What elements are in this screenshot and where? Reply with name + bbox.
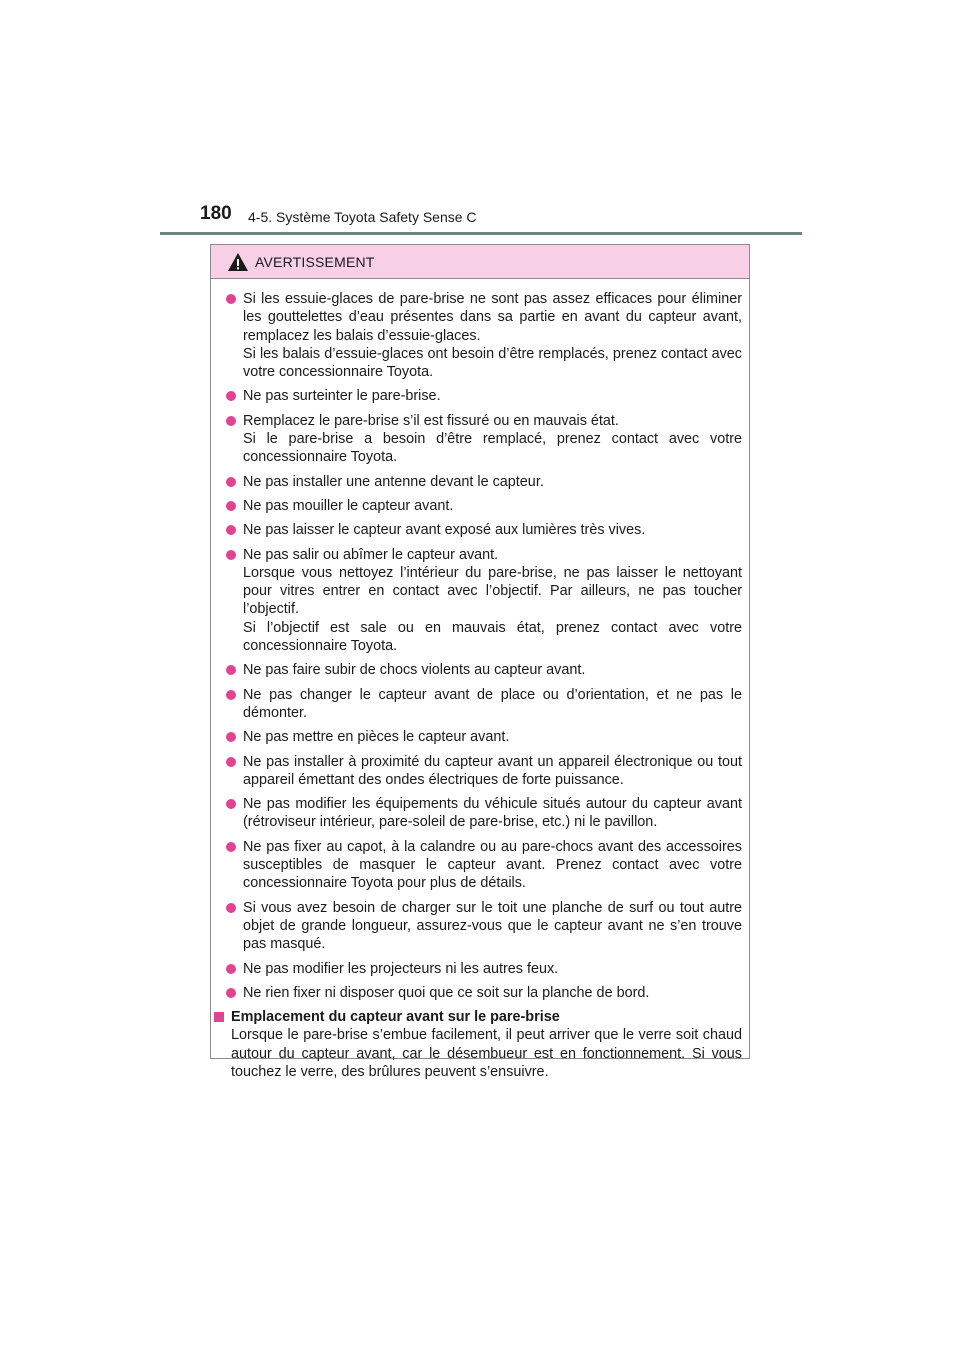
page-number: 180 (200, 203, 232, 224)
list-item (211, 661, 742, 679)
bullet-dot-icon (226, 391, 236, 401)
warning-list (211, 290, 742, 1002)
list-item-text: Ne pas mettre en pièces le capteur avant. (243, 729, 510, 746)
list-item (211, 686, 742, 723)
list-item-text: Ne pas surteinter le pare-brise. (243, 388, 441, 405)
list-item (211, 960, 742, 978)
list-item-text: Si les essuie-glaces de pare-brise ne sont pas assez efficaces pour éliminer les gouttelettes d’eau présentes dans sa partie en avant du capteur avant, remplacez les balais d’essuie-glaces. Si les balais d’essuie-glaces ont besoin d’être remplacés, prenez contact avec votre concessionnaire Toyota. (243, 291, 742, 381)
subsection-body: Lorsque le pare-brise s’embue facilement, il peut arriver que le verre soit chaud autour du capteur avant, car le désembueur est en fonctionnement. Si vous touchez le verre, des brûlures peuvent s’ensuivre. (231, 1027, 742, 1080)
bullet-dot-icon (226, 477, 236, 487)
bullet-dot-icon (226, 690, 236, 700)
list-item-text: Si vous avez besoin de charger sur le toit une planche de surf ou tout autre objet de grande longueur, assurez-vous que le capteur avant ne s’en trouve pas masqué. (243, 899, 742, 953)
list-item (211, 984, 742, 1002)
list-item (211, 728, 742, 746)
bullet-dot-icon (226, 757, 236, 767)
list-item (211, 521, 742, 539)
list-item (211, 899, 742, 954)
bullet-dot-icon (226, 799, 236, 809)
warning-title: AVERTISSEMENT (255, 254, 375, 270)
list-item-text: Ne pas installer à proximité du capteur avant un appareil électronique ou tout appareil émettant des ondes électriques de forte puissance. (243, 753, 742, 788)
bullet-dot-icon (226, 842, 236, 852)
warning-box (210, 244, 750, 1080)
warning-triangle-icon (227, 252, 249, 272)
list-item (211, 473, 742, 491)
list-item (211, 387, 742, 405)
bullet-dot-icon (226, 525, 236, 535)
list-item-text: Ne pas fixer au capot, à la calandre ou au pare-chocs avant des accessoires susceptibles de masquer le capteur avant. Prenez contact avec votre concessionnaire Toyota pour plus de détails. (243, 838, 742, 892)
bullet-dot-icon (226, 964, 236, 974)
list-item-text: Ne pas mouiller le capteur avant. (243, 497, 454, 514)
list-item (211, 412, 742, 467)
list-item (211, 753, 742, 790)
subsection-heading (211, 1008, 742, 1026)
bullet-dot-icon (226, 665, 236, 675)
list-item-text: Ne pas modifier les projecteurs ni les autres feux. (243, 960, 559, 977)
warning-header (211, 245, 749, 279)
list-item (211, 546, 742, 656)
square-bullet-icon (214, 1012, 224, 1022)
list-item-text: Ne rien fixer ni disposer quoi que ce soit sur la planche de bord. (243, 984, 650, 1001)
bullet-dot-icon (226, 988, 236, 998)
list-item-text: Ne pas faire subir de chocs violents au capteur avant. (243, 662, 586, 679)
list-item-text: Ne pas salir ou abîmer le capteur avant. Lorsque vous nettoyez l’intérieur du pare-brise, ne pas laisser le nettoyant pour vitres entrer en contact avec l’objectif. Par ailleurs, ne pas toucher l’objectif. Si l’objectif est sale ou en mauvais état, prenez contact avec votre concessionnaire Toyota. (243, 546, 742, 655)
subsection-title: Emplacement du capteur avant sur le pare-brise (231, 1009, 560, 1026)
bullet-dot-icon (226, 732, 236, 742)
list-item-text: Remplacez le pare-brise s’il est fissuré ou en mauvais état. Si le pare-brise a besoin d’être remplacé, prenez contact avec votre concessionnaire Toyota. (243, 412, 742, 466)
list-item (211, 290, 742, 381)
list-item-text: Ne pas installer une antenne devant le capteur. (243, 473, 544, 490)
list-item-text: Ne pas modifier les équipements du véhicule situés autour du capteur avant (rétroviseur intérieur, pare-soleil de pare-brise, etc.) ni le pavillon. (243, 796, 742, 831)
list-item (211, 497, 742, 515)
bullet-dot-icon (226, 903, 236, 913)
bullet-dot-icon (226, 416, 236, 426)
list-item-text: Ne pas changer le capteur avant de place ou d’orientation, et ne pas le démonter. (243, 686, 742, 721)
bullet-dot-icon (226, 294, 236, 304)
header-rule (160, 232, 802, 235)
warning-content (211, 279, 749, 1081)
bullet-dot-icon (226, 501, 236, 511)
list-item (211, 838, 742, 893)
list-item (211, 795, 742, 832)
section-title: 4-5. Système Toyota Safety Sense C (248, 209, 477, 225)
list-item-text: Ne pas laisser le capteur avant exposé aux lumières très vives. (243, 522, 646, 539)
bullet-dot-icon (226, 550, 236, 560)
